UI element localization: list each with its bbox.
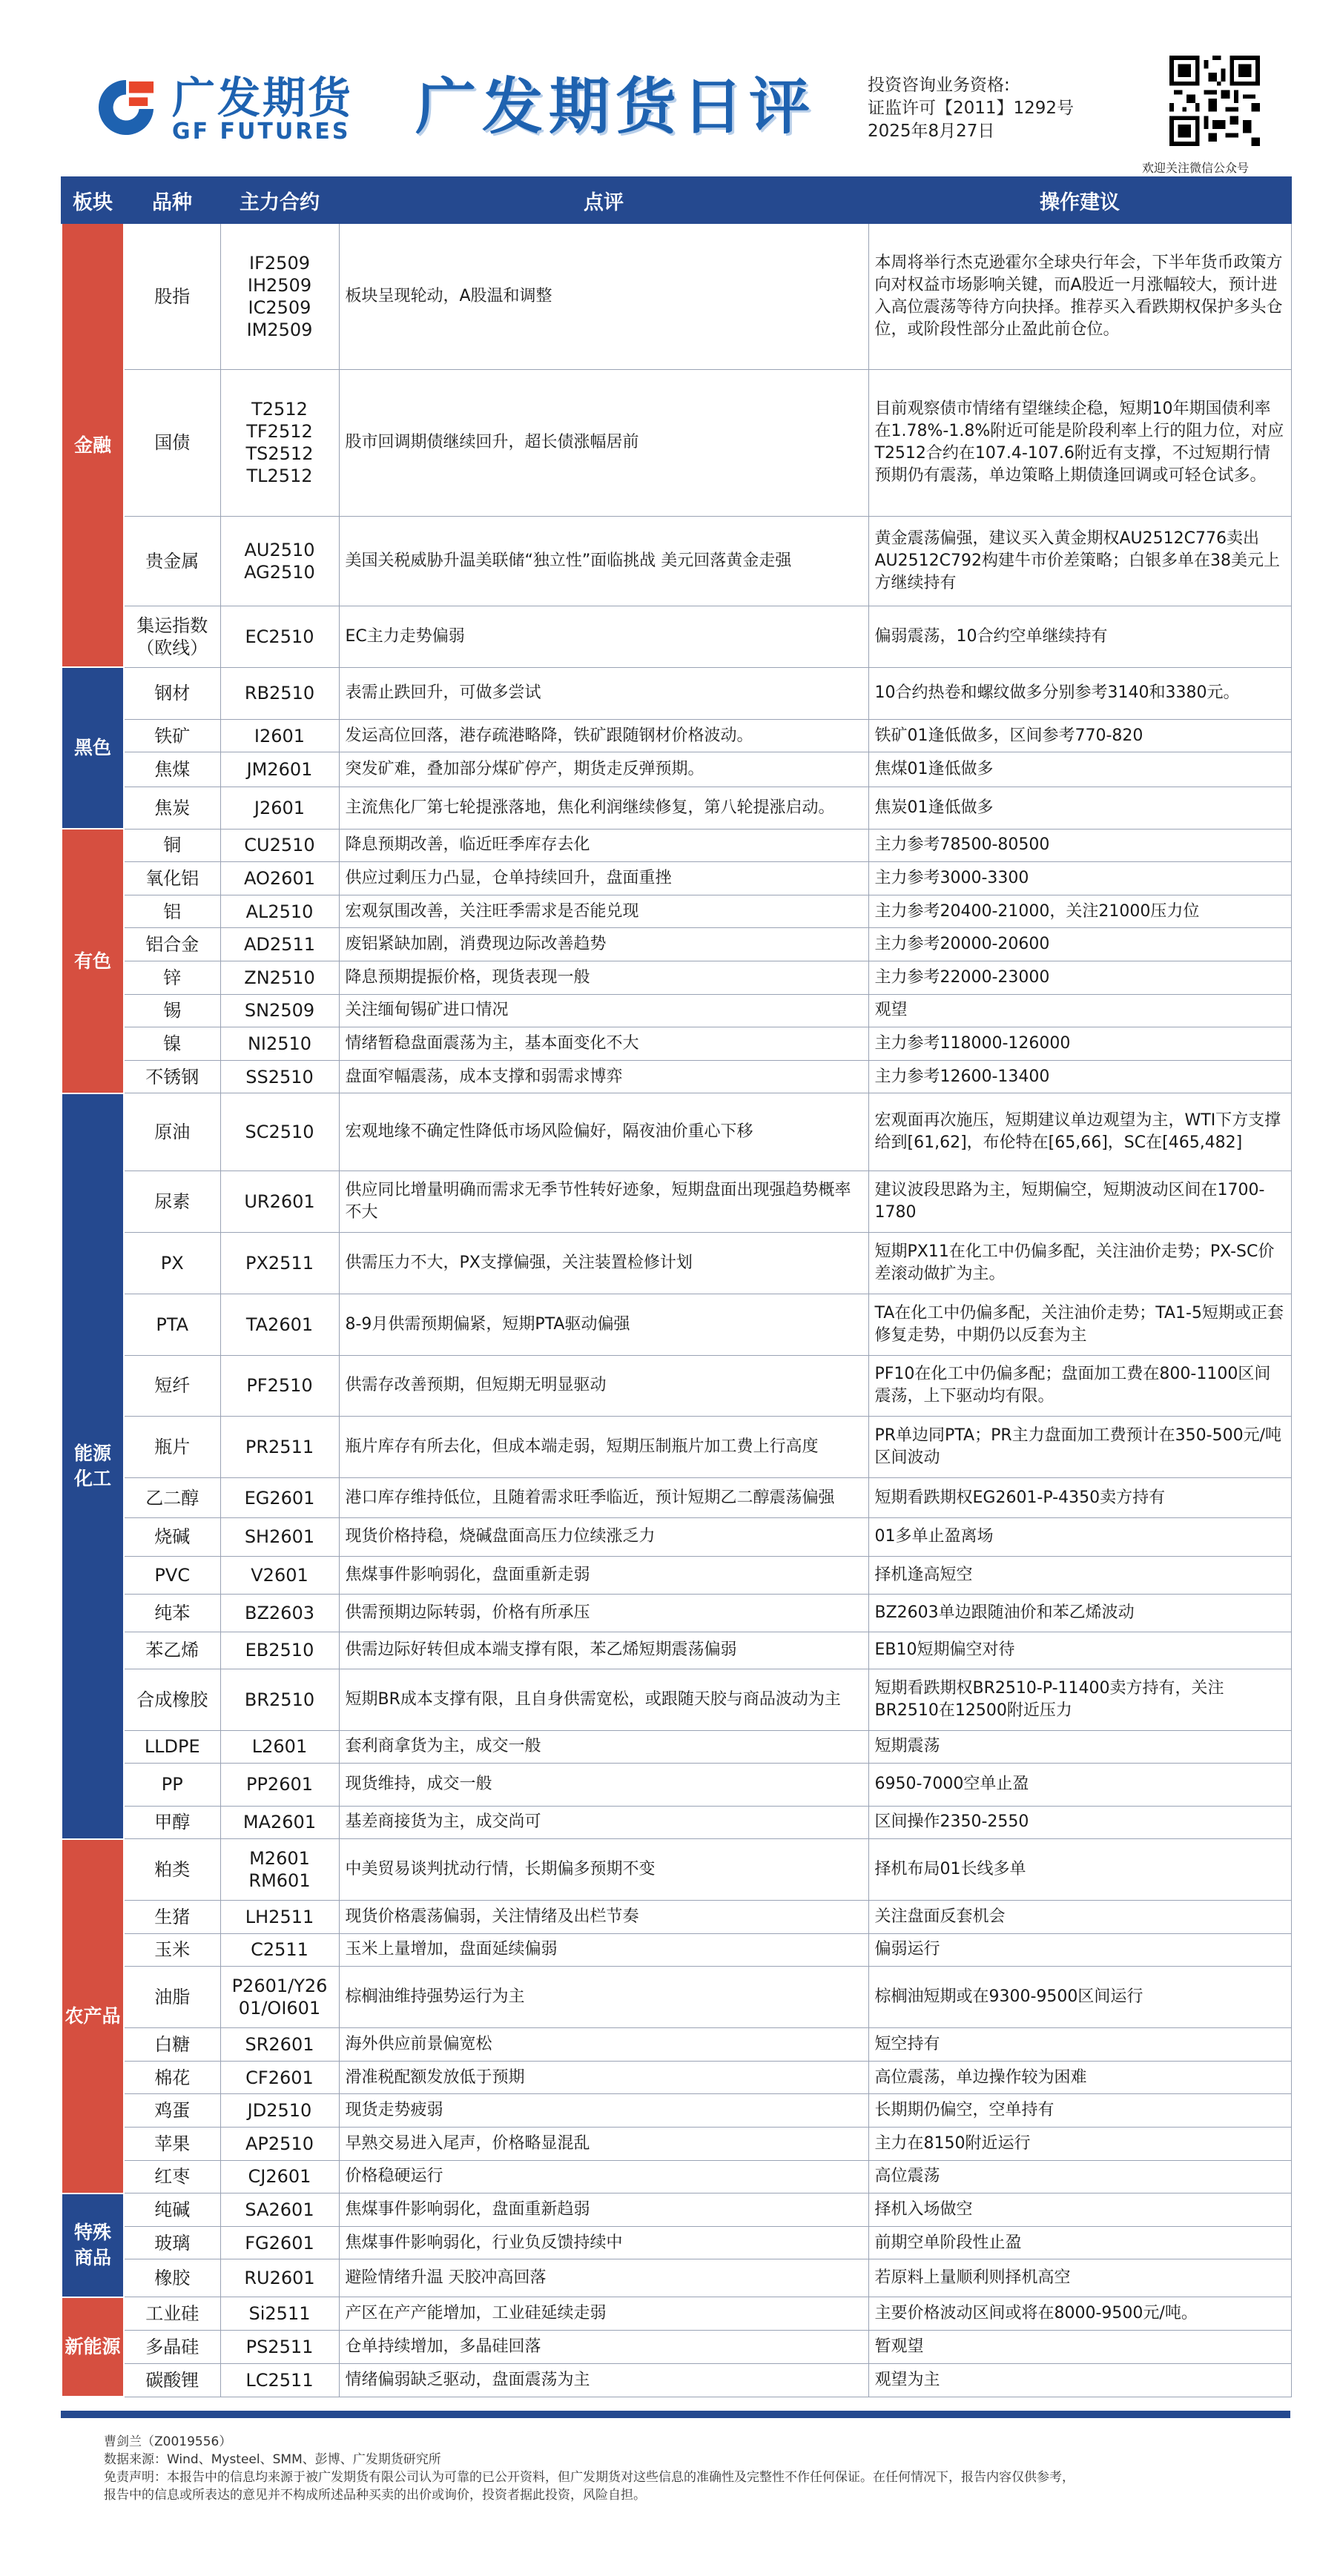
table-row [62, 1093, 1291, 1171]
table-row [62, 752, 1291, 787]
contract-cell: EG2601 [220, 1478, 339, 1518]
variety-cell: 油脂 [124, 1967, 220, 2028]
contract-cell: L2601 [220, 1730, 339, 1764]
comment-cell: 突发矿难，叠加部分煤矿停产，期货走反弹预期。 [339, 752, 868, 787]
comment-cell: 港口库存维持低位，且随着需求旺季临近，预计短期乙二醇震荡偏强 [339, 1478, 868, 1518]
contract-cell: SA2601 [220, 2193, 339, 2227]
comment-cell: 中美贸易谈判扰动行情，长期偏多预期不变 [339, 1839, 868, 1901]
advice-cell: 短期震荡 [868, 1730, 1291, 1764]
comment-cell: 关注缅甸锡矿进口情况 [339, 994, 868, 1027]
comment-cell: 供应过剩压力凸显，仓单持续回升，盘面重挫 [339, 862, 868, 895]
sector-cell: 农产品 [62, 1839, 124, 2193]
report-date: 2025年8月27日 [868, 122, 995, 141]
contract-cell: AU2510 AG2510 [220, 516, 339, 606]
comment-cell: 供需压力不大，PX支撑偏强，关注装置检修计划 [339, 1232, 868, 1294]
comment-cell: 滑准税配额发放低于预期 [339, 2061, 868, 2094]
contract-cell: JD2510 [220, 2094, 339, 2128]
contract-cell: V2601 [220, 1557, 339, 1595]
sector-cell: 金融 [62, 223, 124, 667]
comment-cell: 表需止跌回升，可做多尝试 [339, 667, 868, 719]
contract-cell: IF2509 IH2509 IC2509 IM2509 [220, 223, 339, 370]
contract-cell: T2512 TF2512 TS2512 TL2512 [220, 370, 339, 517]
table-row [62, 1417, 1291, 1478]
contract-cell: AO2601 [220, 862, 339, 895]
daily-review-table [61, 176, 1292, 2397]
advice-cell: 短期PX11在化工中仍偏多配，关注油价走势；PX-SC价差滚动做扩为主。 [868, 1232, 1291, 1294]
table-row [62, 1933, 1291, 1967]
table-row [62, 2259, 1291, 2297]
footer-source: 数据来源：Wind、Mysteel、SMM、彭博、广发期货研究所 [104, 2452, 441, 2467]
comment-cell: 情绪暂稳盘面震荡为主，基本面变化不大 [339, 1027, 868, 1061]
advice-cell: 择机布局01长线多单 [868, 1839, 1291, 1901]
sector-cell: 特殊 商品 [62, 2193, 124, 2297]
table-row [62, 895, 1291, 928]
variety-cell: 铜 [124, 829, 220, 862]
contract-cell: AD2511 [220, 928, 339, 961]
advice-cell: 主要价格波动区间或将在8000-9500元/吨。 [868, 2297, 1291, 2331]
variety-cell: 瓶片 [124, 1417, 220, 1478]
variety-cell: 工业硅 [124, 2297, 220, 2331]
advice-cell: EB10短期偏空对待 [868, 1632, 1291, 1669]
footer-disclaimer-line-2: 报告中的信息或所表达的意见并不构成所述品种买卖的出价或询价，投资者据此投资，风险自担。 [104, 2488, 646, 2503]
variety-cell: 红枣 [124, 2160, 220, 2193]
contract-cell: CF2601 [220, 2061, 339, 2094]
comment-cell: 供需边际好转但成本端支撑有限，苯乙烯短期震荡偏弱 [339, 1632, 868, 1669]
advice-cell: 观望为主 [868, 2363, 1291, 2397]
column-header-contract: 主力合约 [220, 177, 339, 223]
table-row [62, 1806, 1291, 1839]
comment-cell: 降息预期提振价格，现货表现一般 [339, 961, 868, 995]
contract-cell: TA2601 [220, 1294, 339, 1355]
advice-cell: 主力在8150附近运行 [868, 2127, 1291, 2160]
advice-cell: 本周将举行杰克逊霍尔全球央行年会，下半年货币政策方向对权益市场影响关键，而A股近一月涨幅较大，预计进入高位震荡等待方向抉择。推荐买入看跌期权保护多头仓位，或阶段性部分止盈此前仓位。 [868, 223, 1291, 370]
advice-cell: 01多单止盈离场 [868, 1517, 1291, 1556]
variety-cell: 棉花 [124, 2061, 220, 2094]
contract-cell: LC2511 [220, 2363, 339, 2397]
contract-cell: MA2601 [220, 1806, 339, 1839]
advice-cell: 黄金震荡偏强，建议买入黄金期权AU2512C776卖出AU2512C792构建牛市价差策略；白银多单在38美元上方继续持有 [868, 516, 1291, 606]
variety-cell: 白糖 [124, 2028, 220, 2062]
variety-cell: 不锈钢 [124, 1060, 220, 1093]
table-row [62, 2330, 1291, 2363]
qr-code-icon [1169, 56, 1260, 146]
contract-cell: LH2511 [220, 1901, 339, 1934]
contract-cell: CU2510 [220, 829, 339, 862]
advice-cell: PF10在化工中仍偏多配；盘面加工费在800-1100区间震荡，上下驱动均有限。 [868, 1355, 1291, 1417]
gf-logo-icon [97, 77, 155, 138]
variety-cell: 碳酸锂 [124, 2363, 220, 2397]
variety-cell: 铝 [124, 895, 220, 928]
advice-cell: 6950-7000空单止盈 [868, 1764, 1291, 1806]
advice-cell: 偏弱运行 [868, 1933, 1291, 1967]
advice-cell: TA在化工中仍偏多配，关注油价走势；TA1-5短期或正套修复走势，中期仍以反套为主 [868, 1294, 1291, 1355]
comment-cell: 板块呈现轮动，A股温和调整 [339, 223, 868, 370]
variety-cell: 粕类 [124, 1839, 220, 1901]
comment-cell: 现货走势疲弱 [339, 2094, 868, 2128]
table-row [62, 829, 1291, 862]
table-header-row [62, 177, 1291, 223]
variety-cell: 锡 [124, 994, 220, 1027]
column-header-comment: 点评 [339, 177, 868, 223]
comment-cell: 美国关税威胁升温美联储“独立性”面临挑战 美元回落黄金走强 [339, 516, 868, 606]
table-body [62, 223, 1291, 2397]
table-row [62, 862, 1291, 895]
contract-cell: NI2510 [220, 1027, 339, 1061]
table-row [62, 2226, 1291, 2259]
footer [104, 2433, 1290, 2504]
contract-cell: EC2510 [220, 606, 339, 667]
variety-cell: 生猪 [124, 1901, 220, 1934]
advice-cell: 偏弱震荡，10合约空单继续持有 [868, 606, 1291, 667]
table-row [62, 2193, 1291, 2227]
variety-cell: 锌 [124, 961, 220, 995]
advice-cell: 主力参考20000-20600 [868, 928, 1291, 961]
contract-cell: JM2601 [220, 752, 339, 787]
advice-cell: 焦煤01逢低做多 [868, 752, 1291, 787]
advice-cell: 主力参考12600-13400 [868, 1060, 1291, 1093]
comment-cell: 供需存改善预期，但短期无明显驱动 [339, 1355, 868, 1417]
advice-cell: 暂观望 [868, 2330, 1291, 2363]
comment-cell: 焦煤事件影响弱化，盘面重新走弱 [339, 1557, 868, 1595]
contract-cell: SS2510 [220, 1060, 339, 1093]
contract-cell: PS2511 [220, 2330, 339, 2363]
variety-cell: 短纤 [124, 1355, 220, 1417]
sector-cell: 有色 [62, 829, 124, 1093]
comment-cell: 现货维持，成交一般 [339, 1764, 868, 1806]
comment-cell: 现货价格震荡偏弱，关注情绪及出栏节奏 [339, 1901, 868, 1934]
advice-cell: 棕榈油短期或在9300-9500区间运行 [868, 1967, 1291, 2028]
qualification-label: 投资咨询业务资格: [868, 76, 1010, 95]
comment-cell: 宏观地缘不确定性降低市场风险偏好，隔夜油价重心下移 [339, 1093, 868, 1171]
footer-disclaimer-line-1: 免责声明：本报告中的信息均来源于被广发期货有限公司认为可靠的已公开资料，但广发期货对这些信息的准确性及完整性不作任何保证。在任何情况下，报告内容仅供参考， [104, 2470, 1075, 2485]
contract-cell: UR2601 [220, 1171, 339, 1232]
variety-cell: LLDPE [124, 1730, 220, 1764]
contract-cell: ZN2510 [220, 961, 339, 995]
advice-cell: 前期空单阶段性止盈 [868, 2226, 1291, 2259]
contract-cell: RU2601 [220, 2259, 339, 2297]
table-row [62, 787, 1291, 829]
table-row [62, 1171, 1291, 1232]
table-row [62, 1901, 1291, 1934]
table-row [62, 1669, 1291, 1730]
advice-cell: 目前观察债市情绪有望继续企稳，短期10年期国债利率在1.78%-1.8%附近可能是阶段利率上行的阻力位，对应T2512合约在107.4-107.6附近有支撑，不过短期行情预期仍有震荡，单边策略上期债逢回调或可轻仓试多。 [868, 370, 1291, 517]
variety-cell: 国债 [124, 370, 220, 517]
contract-cell: C2511 [220, 1933, 339, 1967]
contract-cell: J2601 [220, 787, 339, 829]
comment-cell: 棕榈油维持强势运行为主 [339, 1967, 868, 2028]
contract-cell: Si2511 [220, 2297, 339, 2331]
table-row [62, 667, 1291, 719]
table-row [62, 370, 1291, 517]
advice-cell: 主力参考22000-23000 [868, 961, 1291, 995]
advice-cell: 焦炭01逢低做多 [868, 787, 1291, 829]
variety-cell: 甲醇 [124, 1806, 220, 1839]
advice-cell: 短空持有 [868, 2028, 1291, 2062]
advice-cell: 宏观面再次施压，短期建议单边观望为主，WTI下方支撑给到[61,62]，布伦特在[65,66]，SC在[465,482] [868, 1093, 1291, 1171]
variety-cell: 尿素 [124, 1171, 220, 1232]
comment-cell: 海外供应前景偏宽松 [339, 2028, 868, 2062]
comment-cell: 避险情绪升温 天胶冲高回落 [339, 2259, 868, 2297]
table-row [62, 1967, 1291, 2028]
sector-cell: 新能源 [62, 2297, 124, 2397]
comment-cell: 产区在产产能增加，工业硅延续走弱 [339, 2297, 868, 2331]
variety-cell: 贵金属 [124, 516, 220, 606]
table-row [62, 516, 1291, 606]
advice-cell: 建议波段思路为主，短期偏空，短期波动区间在1700-1780 [868, 1171, 1291, 1232]
table-row [62, 1632, 1291, 1669]
page-title: 广发期货日评 [415, 72, 816, 142]
variety-cell: 钢材 [124, 667, 220, 719]
comment-cell: 价格稳硬运行 [339, 2160, 868, 2193]
contract-cell: SR2601 [220, 2028, 339, 2062]
advice-cell: 观望 [868, 994, 1291, 1027]
comment-cell: 主流焦化厂第七轮提涨落地，焦化利润继续修复，第八轮提涨启动。 [339, 787, 868, 829]
table-row [62, 1060, 1291, 1093]
table-row [62, 2061, 1291, 2094]
table-row [62, 606, 1291, 667]
advice-cell: 高位震荡 [868, 2160, 1291, 2193]
variety-cell: 鸡蛋 [124, 2094, 220, 2128]
comment-cell: 宏观氛围改善，关注旺季需求是否能兑现 [339, 895, 868, 928]
comment-cell: 仓单持续增加，多晶硅回落 [339, 2330, 868, 2363]
advice-cell: BZ2603单边跟随油价和苯乙烯波动 [868, 1595, 1291, 1632]
variety-cell: 铁矿 [124, 719, 220, 752]
advice-cell: 关注盘面反套机会 [868, 1901, 1291, 1934]
table-header [62, 177, 1291, 223]
contract-cell: M2601 RM601 [220, 1839, 339, 1901]
column-header-variety: 品种 [124, 177, 220, 223]
table-row [62, 1027, 1291, 1061]
variety-cell: 焦煤 [124, 752, 220, 787]
table-row [62, 1557, 1291, 1595]
table-row [62, 1478, 1291, 1518]
contract-cell: PX2511 [220, 1232, 339, 1294]
advice-cell: 短期看跌期权BR2510-P-11400卖方持有，关注BR2510在12500附近压力 [868, 1669, 1291, 1730]
variety-cell: PVC [124, 1557, 220, 1595]
comment-cell: 供需预期边际转弱，价格有所承压 [339, 1595, 868, 1632]
table-row [62, 994, 1291, 1027]
contract-cell: SH2601 [220, 1517, 339, 1556]
comment-cell: 套利商拿货为主，成交一般 [339, 1730, 868, 1764]
comment-cell: 供应同比增量明确而需求无季节性转好迹象，短期盘面出现强趋势概率不大 [339, 1171, 868, 1232]
contract-cell: I2601 [220, 719, 339, 752]
contract-cell: SC2510 [220, 1093, 339, 1171]
contract-cell: PR2511 [220, 1417, 339, 1478]
comment-cell: 情绪偏弱缺乏驱动，盘面震荡为主 [339, 2363, 868, 2397]
variety-cell: 原油 [124, 1093, 220, 1171]
advice-cell: 长期期仍偏空，空单持有 [868, 2094, 1291, 2128]
comment-cell: 基差商接货为主，成交尚可 [339, 1806, 868, 1839]
contract-cell: AP2510 [220, 2127, 339, 2160]
comment-cell: 8-9月供需预期偏紧，短期PTA驱动偏强 [339, 1294, 868, 1355]
table-row [62, 928, 1291, 961]
column-header-sector: 板块 [62, 177, 124, 223]
variety-cell: 苯乙烯 [124, 1632, 220, 1669]
comment-cell: 焦煤事件影响弱化，盘面重新趋弱 [339, 2193, 868, 2227]
table-row [62, 2028, 1291, 2062]
contract-cell: FG2601 [220, 2226, 339, 2259]
table-row [62, 961, 1291, 995]
contract-cell: BZ2603 [220, 1595, 339, 1632]
table-row [62, 1355, 1291, 1417]
advice-cell: 高位震荡，单边操作较为困难 [868, 2061, 1291, 2094]
logo-text-en: GF FUTURES [172, 119, 351, 145]
variety-cell: 橡胶 [124, 2259, 220, 2297]
qr-caption: 欢迎关注微信公众号 [1142, 161, 1250, 175]
variety-cell: PP [124, 1764, 220, 1806]
contract-cell: BR2510 [220, 1669, 339, 1730]
comment-cell: 焦煤事件影响弱化，行业负反馈持续中 [339, 2226, 868, 2259]
variety-cell: 纯苯 [124, 1595, 220, 1632]
report-header [0, 0, 1340, 176]
variety-cell: 纯碱 [124, 2193, 220, 2227]
table-row [62, 2094, 1291, 2128]
advice-cell: 择机入场做空 [868, 2193, 1291, 2227]
variety-cell: 乙二醇 [124, 1478, 220, 1518]
variety-cell: 玻璃 [124, 2226, 220, 2259]
license-number: 证监许可【2011】1292号 [868, 99, 1075, 118]
comment-cell: 短期BR成本支撑有限，且自身供需宽松，或跟随天胶与商品波动为主 [339, 1669, 868, 1730]
variety-cell: 焦炭 [124, 787, 220, 829]
advice-cell: 主力参考78500-80500 [868, 829, 1291, 862]
variety-cell: PTA [124, 1294, 220, 1355]
variety-cell: 氧化铝 [124, 862, 220, 895]
advice-cell: 主力参考20400-21000，关注21000压力位 [868, 895, 1291, 928]
comment-cell: 发运高位回落，港存疏港略降，铁矿跟随钢材价格波动。 [339, 719, 868, 752]
table-row [62, 1730, 1291, 1764]
advice-cell: PR单边同PTA；PR主力盘面加工费预计在350-500元/吨区间波动 [868, 1417, 1291, 1478]
contract-cell: PP2601 [220, 1764, 339, 1806]
variety-cell: 烧碱 [124, 1517, 220, 1556]
comment-cell: 现货价格持稳，烧碱盘面高压力位续涨乏力 [339, 1517, 868, 1556]
contract-cell: SN2509 [220, 994, 339, 1027]
advice-cell: 若原料上量顺利则择机高空 [868, 2259, 1291, 2297]
advice-cell: 择机逢高短空 [868, 1557, 1291, 1595]
comment-cell: 降息预期改善，临近旺季库存去化 [339, 829, 868, 862]
variety-cell: 镍 [124, 1027, 220, 1061]
logo-text-cn: 广发期货 [172, 73, 354, 123]
advice-cell: 主力参考118000-126000 [868, 1027, 1291, 1061]
contract-cell: CJ2601 [220, 2160, 339, 2193]
comment-cell: 玉米上量增加，盘面延续偏弱 [339, 1933, 868, 1967]
table-row [62, 719, 1291, 752]
table-row [62, 1764, 1291, 1806]
variety-cell: 玉米 [124, 1933, 220, 1967]
variety-cell: 多晶硅 [124, 2330, 220, 2363]
table-row [62, 2160, 1291, 2193]
table-row [62, 2297, 1291, 2331]
table-row [62, 2363, 1291, 2397]
table-row [62, 1839, 1291, 1901]
comment-cell: 盘面窄幅震荡，成本支撑和弱需求博弈 [339, 1060, 868, 1093]
comment-cell: 早熟交易进入尾声，价格略显混乱 [339, 2127, 868, 2160]
variety-cell: PX [124, 1232, 220, 1294]
contract-cell: P2601/Y26 01/OI601 [220, 1967, 339, 2028]
table-row [62, 1232, 1291, 1294]
sector-cell: 能源 化工 [62, 1093, 124, 1839]
comment-cell: 瓶片库存有所去化，但成本端走弱，短期压制瓶片加工费上行高度 [339, 1417, 868, 1478]
table-row [62, 1595, 1291, 1632]
advice-cell: 铁矿01逢低做多，区间参考770-820 [868, 719, 1291, 752]
table-row [62, 2127, 1291, 2160]
qualification-block [868, 74, 1074, 143]
variety-cell: 股指 [124, 223, 220, 370]
footer-divider [61, 2411, 1290, 2418]
variety-cell: 苹果 [124, 2127, 220, 2160]
daily-review-table-wrapper [61, 176, 1290, 2397]
contract-cell: PF2510 [220, 1355, 339, 1417]
comment-cell: 股市回调期债继续回升，超长债涨幅居前 [339, 370, 868, 517]
variety-cell: 铝合金 [124, 928, 220, 961]
variety-cell: 合成橡胶 [124, 1669, 220, 1730]
table-row [62, 1294, 1291, 1355]
contract-cell: AL2510 [220, 895, 339, 928]
advice-cell: 区间操作2350-2550 [868, 1806, 1291, 1839]
footer-author: 曹剑兰（Z0019556） [104, 2434, 232, 2449]
column-header-advice: 操作建议 [868, 177, 1291, 223]
advice-cell: 10合约热卷和螺纹做多分别参考3140和3380元。 [868, 667, 1291, 719]
contract-cell: EB2510 [220, 1632, 339, 1669]
advice-cell: 短期看跌期权EG2601-P-4350卖方持有 [868, 1478, 1291, 1518]
comment-cell: EC主力走势偏弱 [339, 606, 868, 667]
contract-cell: RB2510 [220, 667, 339, 719]
sector-cell: 黑色 [62, 667, 124, 829]
variety-cell: 集运指数 （欧线） [124, 606, 220, 667]
comment-cell: 废铝紧缺加剧，消费现边际改善趋势 [339, 928, 868, 961]
table-row [62, 223, 1291, 370]
table-row [62, 1517, 1291, 1556]
advice-cell: 主力参考3000-3300 [868, 862, 1291, 895]
